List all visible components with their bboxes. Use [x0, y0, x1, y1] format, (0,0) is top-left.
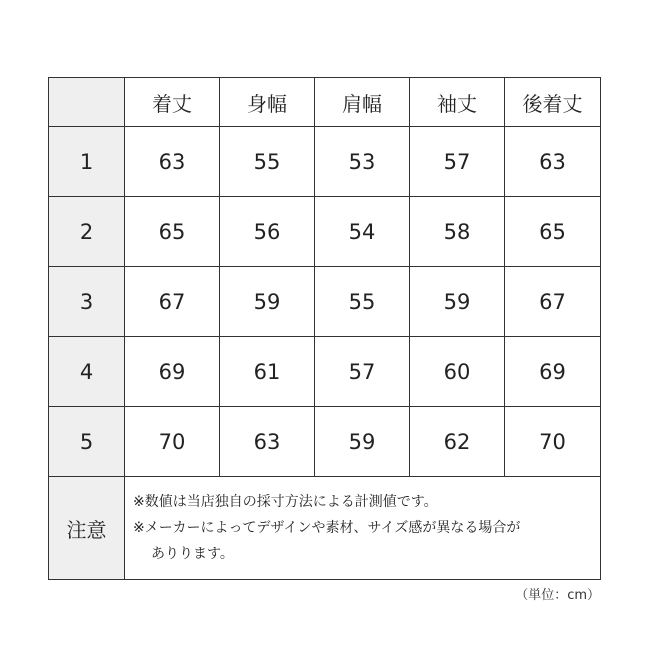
table-cell: 59 [220, 267, 315, 337]
table-cell: 53 [315, 127, 410, 197]
table-cell: 55 [220, 127, 315, 197]
size-label-cell: 4 [49, 337, 125, 407]
table-row [49, 197, 601, 267]
table-cell: 54 [315, 197, 410, 267]
table-cell: 59 [315, 407, 410, 477]
table-cell: 61 [220, 337, 315, 407]
table-row [49, 267, 601, 337]
table-cell: 62 [410, 407, 505, 477]
table-cell: 65 [505, 197, 601, 267]
table-cell: 60 [410, 337, 505, 407]
header-cell-length: 着丈 [125, 78, 220, 127]
table-cell: 57 [315, 337, 410, 407]
table-row [49, 407, 601, 477]
header-cell-sleeve: 袖丈 [410, 78, 505, 127]
table-cell: 67 [125, 267, 220, 337]
note-body-cell [125, 477, 601, 580]
table-cell: 70 [125, 407, 220, 477]
size-label-cell: 3 [49, 267, 125, 337]
size-label-cell: 1 [49, 127, 125, 197]
table-cell: 57 [410, 127, 505, 197]
table-cell: 56 [220, 197, 315, 267]
table-cell: 63 [220, 407, 315, 477]
note-line: ※数値は当店独自の採寸方法による計測値です。 [133, 494, 438, 510]
table-cell: 63 [505, 127, 601, 197]
header-cell-width: 身幅 [220, 78, 315, 127]
header-cell-back-length: 後着丈 [505, 78, 601, 127]
table-row [49, 127, 601, 197]
table-cell: 69 [125, 337, 220, 407]
table-row [49, 337, 601, 407]
table-cell: 70 [505, 407, 601, 477]
note-label-cell: 注意 [49, 477, 125, 580]
size-label-cell: 5 [49, 407, 125, 477]
table-cell: 55 [315, 267, 410, 337]
table-cell: 58 [410, 197, 505, 267]
table-cell: 65 [125, 197, 220, 267]
table-cell: 63 [125, 127, 220, 197]
header-row [49, 78, 601, 127]
unit-label: （単位：cm） [515, 588, 600, 603]
table-cell: 69 [505, 337, 601, 407]
size-label-cell: 2 [49, 197, 125, 267]
size-chart-table [48, 77, 601, 580]
note-row [49, 477, 601, 580]
table-cell: 59 [410, 267, 505, 337]
note-line: ※メーカーによってデザインや素材、サイズ感が異なる場合が [133, 520, 521, 536]
header-corner-cell [49, 78, 125, 127]
header-cell-shoulder: 肩幅 [315, 78, 410, 127]
table-cell: 67 [505, 267, 601, 337]
note-line: ありります。 [151, 546, 234, 562]
